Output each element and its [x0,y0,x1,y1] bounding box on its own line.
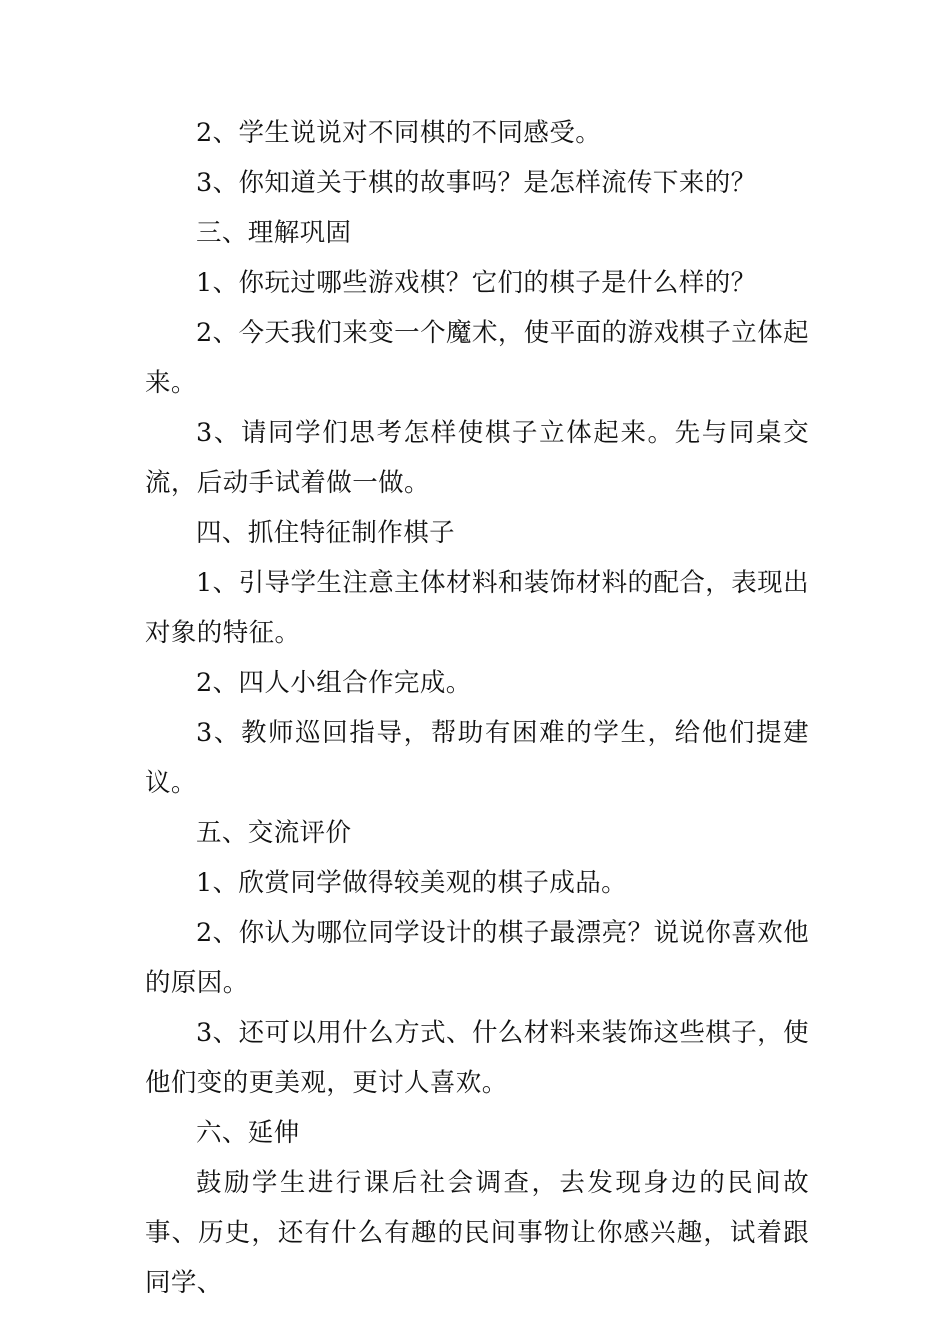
section-heading-3: 三、理解巩固 [196,218,352,248]
paragraph-1: 2、学生说说对不同棋的不同感受。 [196,118,602,148]
paragraph-6: 3、请同学们思考怎样使棋子立体起来。先与同桌交流，后动手试着做一做。 [145,418,809,498]
paragraph-8: 1、引导学生注意主体材料和装饰材料的配合，表现出对象的特征。 [145,568,809,648]
paragraph-10: 3、教师巡回指导，帮助有困难的学生，给他们提建议。 [145,718,809,798]
paragraph-14: 3、还可以用什么方式、什么材料来装饰这些棋子，使他们变的更美观，更讨人喜欢。 [145,1018,809,1098]
paragraph-12: 1、欣赏同学做得较美观的棋子成品。 [196,868,628,898]
section-heading-6: 六、延伸 [196,1118,300,1148]
paragraph-16: 鼓励学生进行课后社会调查，去发现身边的民间故事、历史，还有什么有趣的民间事物让你感兴趣，试着跟同学、 [145,1168,809,1298]
paragraph-5: 2、今天我们来变一个魔术，使平面的游戏棋子立体起来。 [145,318,809,398]
paragraph-13: 2、你认为哪位同学设计的棋子最漂亮？说说你喜欢他的原因。 [145,918,809,998]
paragraph-4: 1、你玩过哪些游戏棋？它们的棋子是什么样的？ [196,268,757,298]
section-heading-5: 五、交流评价 [196,818,352,848]
paragraph-9: 2、四人小组合作完成。 [196,668,472,698]
document-body [145,108,809,1308]
section-heading-4: 四、抓住特征制作棋子 [196,518,456,548]
paragraph-2: 3、你知道关于棋的故事吗？是怎样流传下来的？ [196,168,757,198]
